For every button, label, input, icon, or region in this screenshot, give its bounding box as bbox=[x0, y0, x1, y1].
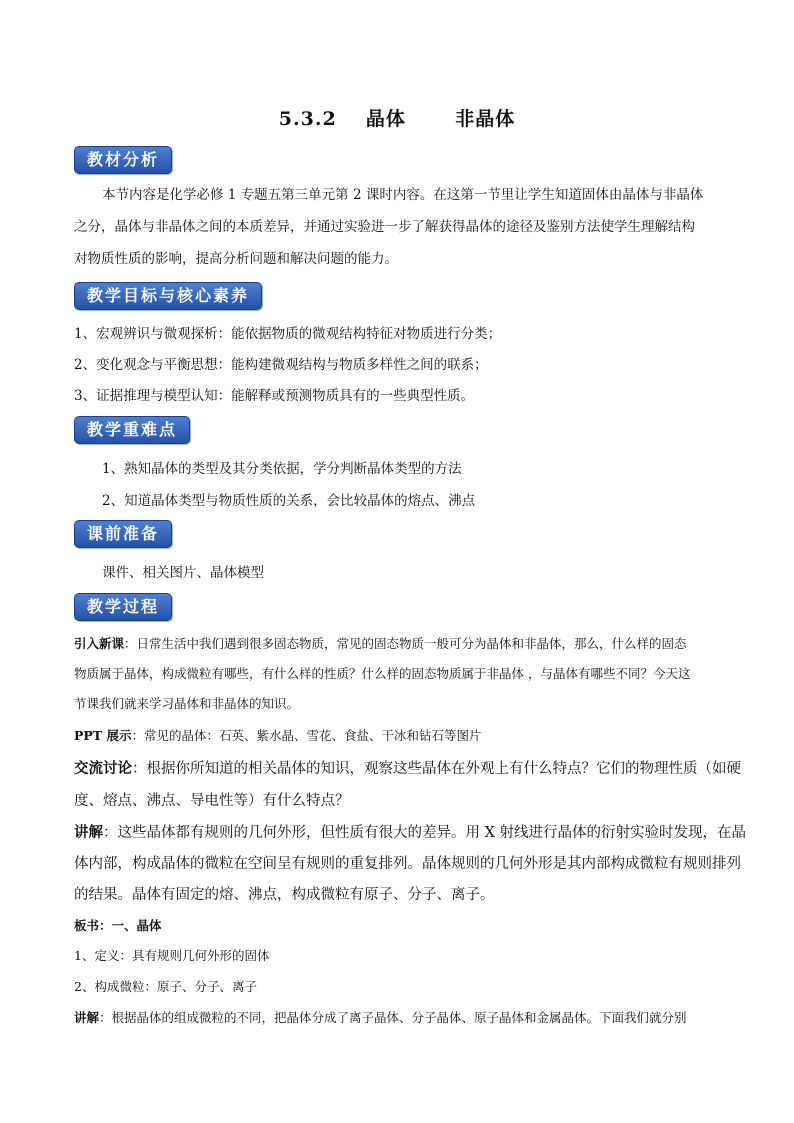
keypoint-item-1: 1、熟知晶体的类型及其分类依据，学分判断晶体类型的方法 bbox=[102, 461, 462, 477]
discuss-line-1 bbox=[74, 757, 741, 778]
section-badge-process: 教学过程 bbox=[74, 593, 172, 621]
intro-line-2: 物质属于晶体，构成微粒有哪些，有什么样的性质？什么样的固态物质属于非晶体 ，与晶体有哪些不同？今天这 bbox=[74, 666, 691, 681]
board-line bbox=[74, 916, 162, 934]
board-item-2: 2、构成微粒：原子、分子、离子 bbox=[74, 979, 257, 994]
explain-text-1: ：这些晶体都有规则的几何外形，但性质有很大的差异。用 X 射线进行晶体的衍射实验时发现，在晶 bbox=[103, 825, 747, 841]
intro-line-3: 节课我们就来学习晶体和非晶体的知识。 bbox=[74, 696, 300, 711]
discuss-text-1: ：根据你所知道的相关晶体的知识，观察这些晶体在外观上有什么特点？它们的物理性质（如硬 bbox=[132, 761, 741, 777]
goal-item-3: 3、证据推理与模型认知：能解释或预测物质具有的一些典型性质。 bbox=[74, 388, 475, 404]
intro-label: 引入新课 bbox=[74, 636, 125, 651]
ppt-text: ：常见的晶体：石英、紫水晶、雪花、食盐、干冰和钻石等图片 bbox=[131, 728, 482, 743]
title-part2: 非晶体 bbox=[455, 108, 516, 130]
board-heading: 一、晶体 bbox=[111, 918, 162, 933]
goal-item-1: 1、宏观辨识与微观探析：能依据物质的微观结构特征对物质进行分类； bbox=[74, 326, 502, 342]
section-badge-keypoints: 教学重难点 bbox=[74, 416, 190, 444]
section-badge-analysis: 教材分析 bbox=[74, 146, 172, 174]
board-label: 板书： bbox=[74, 918, 112, 933]
section-badge-prep: 课前准备 bbox=[74, 520, 172, 548]
title-part1: 晶体 bbox=[365, 108, 406, 130]
explain-label: 讲解 bbox=[74, 824, 103, 841]
intro-text-1: ：日常生活中我们遇到很多固态物质，常见的固态物质一般可分为晶体和非晶体，那么，什么样的固态 bbox=[124, 636, 687, 651]
title-number: 5.3.2 bbox=[278, 108, 337, 130]
discuss-label: 交流讨论 bbox=[74, 760, 132, 777]
explain2-text: ：根据晶体的组成微粒的不同，把晶体分成了离子晶体、分子晶体、原子晶体和金属晶体。下面我们就分别 bbox=[99, 1010, 687, 1025]
page-title bbox=[0, 104, 794, 131]
ppt-line bbox=[74, 726, 481, 744]
explain-line-1 bbox=[74, 821, 746, 842]
explain2-label: 讲解 bbox=[74, 1010, 100, 1025]
analysis-line-3: 对物质性质的影响，提高分析问题和解决问题的能力。 bbox=[74, 251, 398, 267]
section-badge-goals: 教学目标与核心素养 bbox=[74, 282, 262, 310]
keypoint-item-2: 2、知道晶体类型与物质性质的关系，会比较晶体的熔点、沸点 bbox=[102, 493, 476, 509]
prep-text: 课件、相关图片、晶体模型 bbox=[102, 565, 264, 581]
board-item-1: 1、定义：具有规则几何外形的固体 bbox=[74, 948, 270, 963]
ppt-label: PPT 展示 bbox=[74, 728, 132, 743]
explain-line-3: 的结果。晶体有固定的熔、沸点，构成微粒有原子、分子、离子。 bbox=[74, 887, 495, 903]
intro-line-1 bbox=[74, 634, 687, 652]
explain-line-2: 体内部，构成晶体的微粒在空间呈有规则的重复排列。晶体规则的几何外形是其内部构成微粒有规则排列 bbox=[74, 856, 741, 872]
discuss-line-2: 度、熔点、沸点、导电性等）有什么特点？ bbox=[74, 793, 350, 809]
explain2-line bbox=[74, 1008, 687, 1026]
goal-item-2: 2、变化观念与平衡思想：能构建微观结构与物质多样性之间的联系； bbox=[74, 357, 488, 373]
analysis-line-1: 本节内容是化学必修 1 专题五第三单元第 2 课时内容。在这第一节里让学生知道固体由晶体与非晶体 bbox=[102, 187, 704, 203]
analysis-line-2: 之分，晶体与非晶体之间的本质差异，并通过实验进一步了解获得晶体的途径及鉴别方法使学生理解结构 bbox=[74, 219, 695, 235]
